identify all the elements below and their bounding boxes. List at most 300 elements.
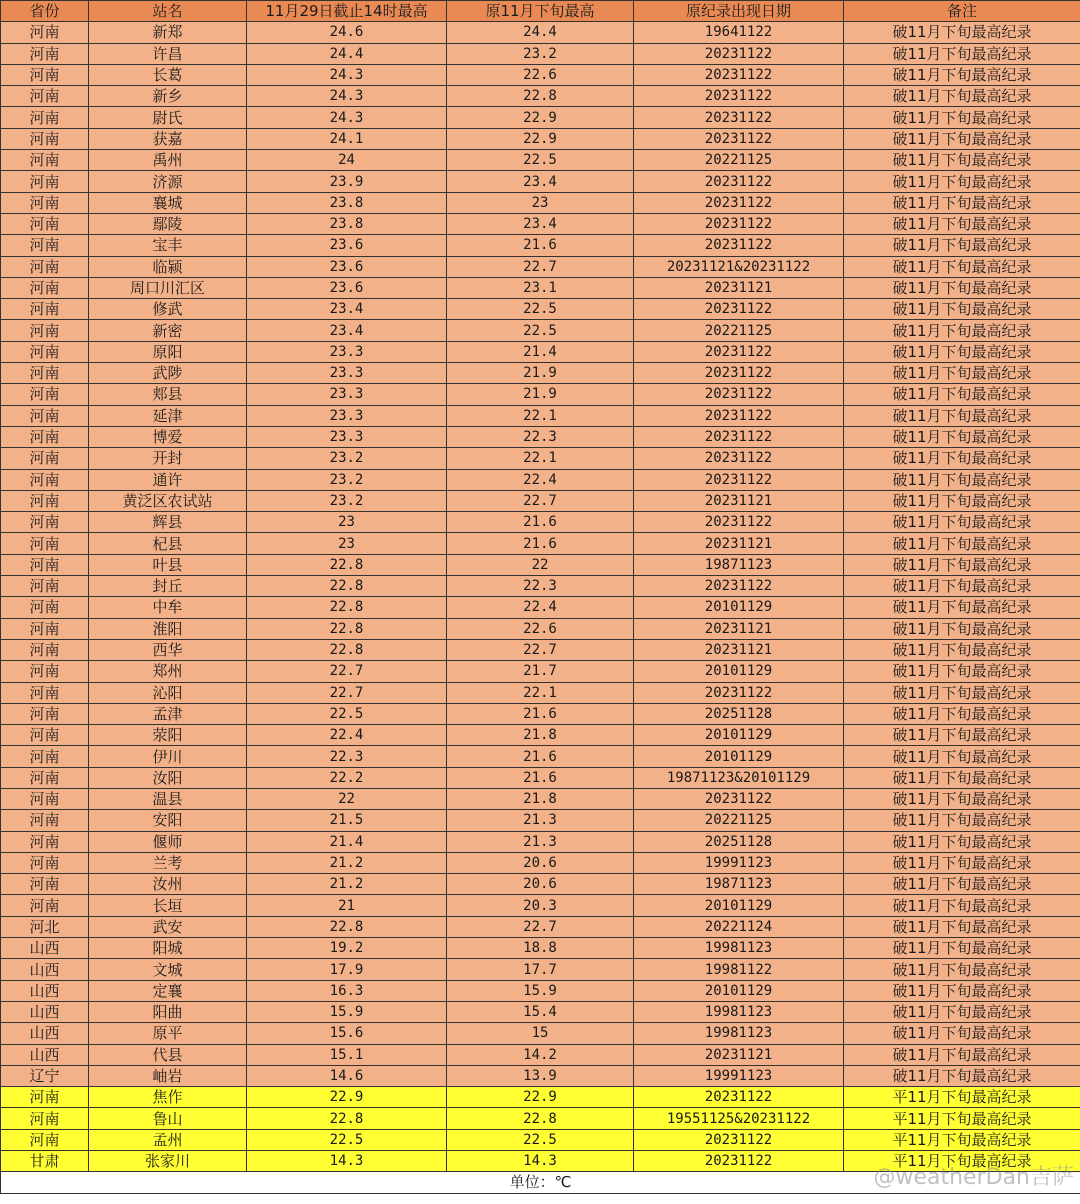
cell-note: 破11月下旬最高纪录 [844,810,1080,831]
cell-max-temp: 14.3 [247,1151,447,1172]
cell-province: 河南 [1,363,89,384]
header-note: 备注 [844,1,1080,22]
cell-province: 甘肃 [1,1151,89,1172]
cell-note: 破11月下旬最高纪录 [844,43,1080,64]
cell-old-record: 17.7 [447,959,634,980]
cell-province: 河南 [1,299,89,320]
cell-note: 破11月下旬最高纪录 [844,171,1080,192]
table-row [1,384,1080,405]
cell-note: 破11月下旬最高纪录 [844,448,1080,469]
cell-province: 河南 [1,576,89,597]
table-row [1,213,1080,234]
cell-record-date: 19981123 [634,1023,844,1044]
cell-max-temp: 21.4 [247,831,447,852]
cell-record-date: 20231122 [634,213,844,234]
cell-province: 河南 [1,490,89,511]
table-row [1,22,1080,43]
cell-station: 获嘉 [89,128,247,149]
cell-old-record: 21.8 [447,725,634,746]
cell-max-temp: 23.4 [247,299,447,320]
cell-province: 河南 [1,512,89,533]
cell-province: 河南 [1,43,89,64]
cell-province: 河南 [1,852,89,873]
cell-note: 破11月下旬最高纪录 [844,384,1080,405]
cell-old-record: 22.3 [447,426,634,447]
cell-record-date: 20231122 [634,43,844,64]
cell-old-record: 22.9 [447,107,634,128]
cell-province: 河南 [1,767,89,788]
cell-record-date: 20231122 [634,469,844,490]
cell-station: 偃师 [89,831,247,852]
table-row [1,256,1080,277]
cell-note: 破11月下旬最高纪录 [844,576,1080,597]
cell-old-record: 21.7 [447,661,634,682]
cell-note: 破11月下旬最高纪录 [844,597,1080,618]
cell-max-temp: 22.8 [247,597,447,618]
cell-station: 禹州 [89,150,247,171]
cell-record-date: 19981122 [634,959,844,980]
cell-max-temp: 23.9 [247,171,447,192]
cell-province: 河北 [1,916,89,937]
cell-province: 河南 [1,235,89,256]
cell-max-temp: 14.6 [247,1065,447,1086]
cell-note: 破11月下旬最高纪录 [844,895,1080,916]
cell-province: 河南 [1,1108,89,1129]
cell-note: 破11月下旬最高纪录 [844,405,1080,426]
cell-old-record: 15 [447,1023,634,1044]
cell-province: 河南 [1,639,89,660]
cell-province: 河南 [1,810,89,831]
cell-note: 破11月下旬最高纪录 [844,64,1080,85]
cell-note: 破11月下旬最高纪录 [844,512,1080,533]
cell-record-date: 20231121 [634,1044,844,1065]
cell-record-date: 20251128 [634,703,844,724]
cell-old-record: 21.3 [447,831,634,852]
watermark: @weatherDan吉萨 [873,1165,1074,1190]
cell-record-date: 20101129 [634,661,844,682]
cell-station: 文城 [89,959,247,980]
cell-province: 河南 [1,895,89,916]
cell-max-temp: 23 [247,533,447,554]
cell-max-temp: 21.2 [247,852,447,873]
cell-note: 破11月下旬最高纪录 [844,363,1080,384]
cell-record-date: 20251128 [634,831,844,852]
cell-province: 河南 [1,405,89,426]
cell-max-temp: 23.2 [247,469,447,490]
cell-note: 破11月下旬最高纪录 [844,128,1080,149]
cell-station: 郑州 [89,661,247,682]
table-row [1,512,1080,533]
cell-station: 汝州 [89,874,247,895]
cell-record-date: 19981123 [634,1001,844,1022]
cell-province: 山西 [1,980,89,1001]
cell-max-temp: 21.2 [247,874,447,895]
cell-record-date: 20231121 [634,618,844,639]
table-row [1,1151,1080,1172]
table-row [1,533,1080,554]
table-row [1,810,1080,831]
table-row [1,682,1080,703]
cell-old-record: 22.8 [447,1108,634,1129]
cell-note: 破11月下旬最高纪录 [844,1023,1080,1044]
cell-province: 河南 [1,107,89,128]
cell-record-date: 20221125 [634,320,844,341]
cell-max-temp: 23.3 [247,405,447,426]
cell-max-temp: 23.2 [247,490,447,511]
cell-province: 河南 [1,746,89,767]
cell-station: 通许 [89,469,247,490]
cell-max-temp: 22.3 [247,746,447,767]
cell-old-record: 22.7 [447,639,634,660]
cell-old-record: 22.7 [447,490,634,511]
table-row [1,788,1080,809]
cell-record-date: 20231122 [634,384,844,405]
cell-station: 原阳 [89,341,247,362]
cell-province: 河南 [1,682,89,703]
cell-max-temp: 22.8 [247,576,447,597]
cell-station: 兰考 [89,852,247,873]
table-row [1,363,1080,384]
table-row [1,554,1080,575]
table-row [1,725,1080,746]
cell-station: 代县 [89,1044,247,1065]
cell-province: 河南 [1,426,89,447]
cell-old-record: 22 [447,554,634,575]
cell-station: 原平 [89,1023,247,1044]
cell-record-date: 19871123&20101129 [634,767,844,788]
cell-old-record: 22.8 [447,86,634,107]
cell-max-temp: 24.1 [247,128,447,149]
table-row [1,1129,1080,1150]
cell-station: 尉氏 [89,107,247,128]
cell-max-temp: 23.3 [247,384,447,405]
cell-max-temp: 24.3 [247,107,447,128]
cell-old-record: 22.4 [447,597,634,618]
cell-station: 中牟 [89,597,247,618]
cell-record-date: 20231122 [634,1151,844,1172]
cell-station: 荥阳 [89,725,247,746]
cell-station: 孟州 [89,1129,247,1150]
cell-record-date: 20101129 [634,746,844,767]
cell-old-record: 21.6 [447,235,634,256]
cell-old-record: 13.9 [447,1065,634,1086]
cell-note: 平11月下旬最高纪录 [844,1151,1080,1172]
cell-record-date: 19871123 [634,554,844,575]
cell-record-date: 20231122 [634,299,844,320]
table-row [1,469,1080,490]
cell-note: 破11月下旬最高纪录 [844,277,1080,298]
cell-station: 安阳 [89,810,247,831]
cell-record-date: 20231122 [634,426,844,447]
cell-record-date: 19991123 [634,1065,844,1086]
cell-old-record: 21.8 [447,788,634,809]
cell-old-record: 22.1 [447,682,634,703]
cell-station: 岫岩 [89,1065,247,1086]
cell-station: 宝丰 [89,235,247,256]
cell-note: 破11月下旬最高纪录 [844,554,1080,575]
cell-record-date: 20101129 [634,725,844,746]
cell-station: 张家川 [89,1151,247,1172]
cell-max-temp: 22.9 [247,1087,447,1108]
cell-old-record: 21.9 [447,384,634,405]
cell-note: 破11月下旬最高纪录 [844,299,1080,320]
cell-record-date: 19641122 [634,22,844,43]
cell-max-temp: 23.6 [247,256,447,277]
cell-station: 新密 [89,320,247,341]
cell-old-record: 23.4 [447,171,634,192]
cell-record-date: 20231122 [634,235,844,256]
cell-province: 河南 [1,788,89,809]
cell-note: 破11月下旬最高纪录 [844,86,1080,107]
cell-station: 焦作 [89,1087,247,1108]
cell-record-date: 20231121&20231122 [634,256,844,277]
cell-station: 延津 [89,405,247,426]
cell-station: 伊川 [89,746,247,767]
cell-station: 封丘 [89,576,247,597]
cell-note: 破11月下旬最高纪录 [844,767,1080,788]
cell-old-record: 20.6 [447,874,634,895]
cell-max-temp: 23.6 [247,235,447,256]
cell-old-record: 21.6 [447,512,634,533]
cell-max-temp: 23.8 [247,213,447,234]
cell-note: 破11月下旬最高纪录 [844,916,1080,937]
cell-max-temp: 22.7 [247,682,447,703]
cell-note: 破11月下旬最高纪录 [844,1001,1080,1022]
cell-max-temp: 23.3 [247,426,447,447]
table-row [1,1023,1080,1044]
header-record-date: 原纪录出现日期 [634,1,844,22]
cell-old-record: 23.4 [447,213,634,234]
cell-max-temp: 23 [247,512,447,533]
table-row [1,299,1080,320]
cell-note: 破11月下旬最高纪录 [844,661,1080,682]
cell-max-temp: 22.4 [247,725,447,746]
cell-note: 破11月下旬最高纪录 [844,150,1080,171]
cell-province: 河南 [1,22,89,43]
cell-old-record: 22.7 [447,916,634,937]
cell-old-record: 22.6 [447,64,634,85]
table-row [1,597,1080,618]
cell-max-temp: 15.1 [247,1044,447,1065]
cell-max-temp: 24 [247,150,447,171]
cell-station: 临颍 [89,256,247,277]
table-row [1,1044,1080,1065]
cell-note: 破11月下旬最高纪录 [844,22,1080,43]
table-row [1,64,1080,85]
cell-record-date: 20231122 [634,86,844,107]
table-row [1,874,1080,895]
table-row [1,235,1080,256]
table-row [1,1108,1080,1129]
cell-note: 平11月下旬最高纪录 [844,1087,1080,1108]
cell-province: 河南 [1,1129,89,1150]
cell-record-date: 20231122 [634,363,844,384]
cell-province: 山西 [1,1044,89,1065]
cell-note: 破11月下旬最高纪录 [844,980,1080,1001]
cell-station: 郏县 [89,384,247,405]
table-body [1,22,1080,1172]
cell-max-temp: 23.3 [247,363,447,384]
table-row [1,448,1080,469]
cell-station: 定襄 [89,980,247,1001]
cell-old-record: 20.6 [447,852,634,873]
cell-station: 新郑 [89,22,247,43]
table-row [1,746,1080,767]
table-row [1,405,1080,426]
cell-record-date: 20231122 [634,788,844,809]
cell-note: 破11月下旬最高纪录 [844,682,1080,703]
cell-old-record: 22.5 [447,150,634,171]
cell-station: 开封 [89,448,247,469]
header-max-temp: 11月29日截止14时最高 [247,1,447,22]
cell-max-temp: 22.8 [247,916,447,937]
cell-old-record: 18.8 [447,938,634,959]
cell-record-date: 20221125 [634,150,844,171]
cell-station: 长垣 [89,895,247,916]
unit-row [1,1172,1080,1193]
cell-record-date: 20231122 [634,1087,844,1108]
cell-record-date: 20231122 [634,128,844,149]
cell-station: 黄泛区农试站 [89,490,247,511]
cell-old-record: 21.9 [447,363,634,384]
cell-max-temp: 24.3 [247,64,447,85]
table-row [1,767,1080,788]
cell-note: 破11月下旬最高纪录 [844,1065,1080,1086]
cell-note: 破11月下旬最高纪录 [844,852,1080,873]
cell-old-record: 14.2 [447,1044,634,1065]
cell-record-date: 20231122 [634,341,844,362]
cell-province: 河南 [1,256,89,277]
cell-old-record: 14.3 [447,1151,634,1172]
cell-record-date: 20231121 [634,277,844,298]
cell-record-date: 20231121 [634,639,844,660]
cell-province: 河南 [1,874,89,895]
cell-note: 破11月下旬最高纪录 [844,341,1080,362]
cell-max-temp: 22 [247,788,447,809]
cell-record-date: 20231121 [634,533,844,554]
cell-old-record: 21.4 [447,341,634,362]
cell-station: 许昌 [89,43,247,64]
cell-max-temp: 23.8 [247,192,447,213]
cell-old-record: 22.7 [447,256,634,277]
cell-province: 河南 [1,86,89,107]
cell-province: 河南 [1,128,89,149]
cell-note: 破11月下旬最高纪录 [844,469,1080,490]
cell-record-date: 20231122 [634,1129,844,1150]
cell-station: 沁阳 [89,682,247,703]
cell-max-temp: 21 [247,895,447,916]
cell-station: 辉县 [89,512,247,533]
cell-max-temp: 22.5 [247,703,447,724]
cell-note: 破11月下旬最高纪录 [844,639,1080,660]
cell-max-temp: 22.8 [247,554,447,575]
cell-note: 破11月下旬最高纪录 [844,831,1080,852]
cell-note: 破11月下旬最高纪录 [844,213,1080,234]
cell-station: 新乡 [89,86,247,107]
cell-station: 杞县 [89,533,247,554]
table-row [1,916,1080,937]
cell-max-temp: 23.4 [247,320,447,341]
table-row [1,1065,1080,1086]
cell-province: 河南 [1,533,89,554]
cell-station: 武陟 [89,363,247,384]
cell-old-record: 22.1 [447,448,634,469]
table-row [1,852,1080,873]
cell-record-date: 20231122 [634,192,844,213]
cell-max-temp: 23.3 [247,341,447,362]
cell-note: 破11月下旬最高纪录 [844,320,1080,341]
cell-max-temp: 21.5 [247,810,447,831]
table-row [1,661,1080,682]
cell-max-temp: 22.5 [247,1129,447,1150]
cell-province: 河南 [1,831,89,852]
cell-station: 博爱 [89,426,247,447]
cell-old-record: 23.1 [447,277,634,298]
cell-record-date: 20231122 [634,405,844,426]
cell-note: 破11月下旬最高纪录 [844,107,1080,128]
cell-record-date: 20231122 [634,512,844,533]
cell-max-temp: 24.6 [247,22,447,43]
table-row [1,618,1080,639]
cell-note: 破11月下旬最高纪录 [844,959,1080,980]
table-row [1,171,1080,192]
cell-station: 修武 [89,299,247,320]
header-old-record: 原11月下旬最高 [447,1,634,22]
cell-note: 破11月下旬最高纪录 [844,192,1080,213]
cell-station: 鲁山 [89,1108,247,1129]
cell-old-record: 22.5 [447,1129,634,1150]
cell-province: 山西 [1,1023,89,1044]
cell-province: 河南 [1,277,89,298]
table-row [1,1087,1080,1108]
cell-record-date: 19871123 [634,874,844,895]
cell-station: 周口川汇区 [89,277,247,298]
cell-station: 济源 [89,171,247,192]
cell-province: 河南 [1,703,89,724]
table-row [1,895,1080,916]
cell-province: 河南 [1,554,89,575]
header-station: 站名 [89,1,247,22]
cell-note: 破11月下旬最高纪录 [844,235,1080,256]
cell-note: 破11月下旬最高纪录 [844,426,1080,447]
cell-max-temp: 24.4 [247,43,447,64]
cell-province: 河南 [1,725,89,746]
cell-province: 山西 [1,959,89,980]
cell-province: 河南 [1,192,89,213]
cell-old-record: 15.9 [447,980,634,1001]
cell-record-date: 20101129 [634,597,844,618]
table-row [1,150,1080,171]
cell-old-record: 23 [447,192,634,213]
table-row [1,576,1080,597]
table-row [1,426,1080,447]
cell-province: 山西 [1,1001,89,1022]
cell-province: 河南 [1,448,89,469]
cell-note: 破11月下旬最高纪录 [844,788,1080,809]
cell-station: 温县 [89,788,247,809]
cell-station: 淮阳 [89,618,247,639]
header-row [1,1,1080,22]
cell-max-temp: 16.3 [247,980,447,1001]
cell-note: 破11月下旬最高纪录 [844,618,1080,639]
cell-station: 阳曲 [89,1001,247,1022]
cell-province: 河南 [1,661,89,682]
cell-record-date: 20231122 [634,64,844,85]
cell-old-record: 24.4 [447,22,634,43]
cell-note: 破11月下旬最高纪录 [844,725,1080,746]
cell-max-temp: 22.7 [247,661,447,682]
cell-note: 破11月下旬最高纪录 [844,703,1080,724]
